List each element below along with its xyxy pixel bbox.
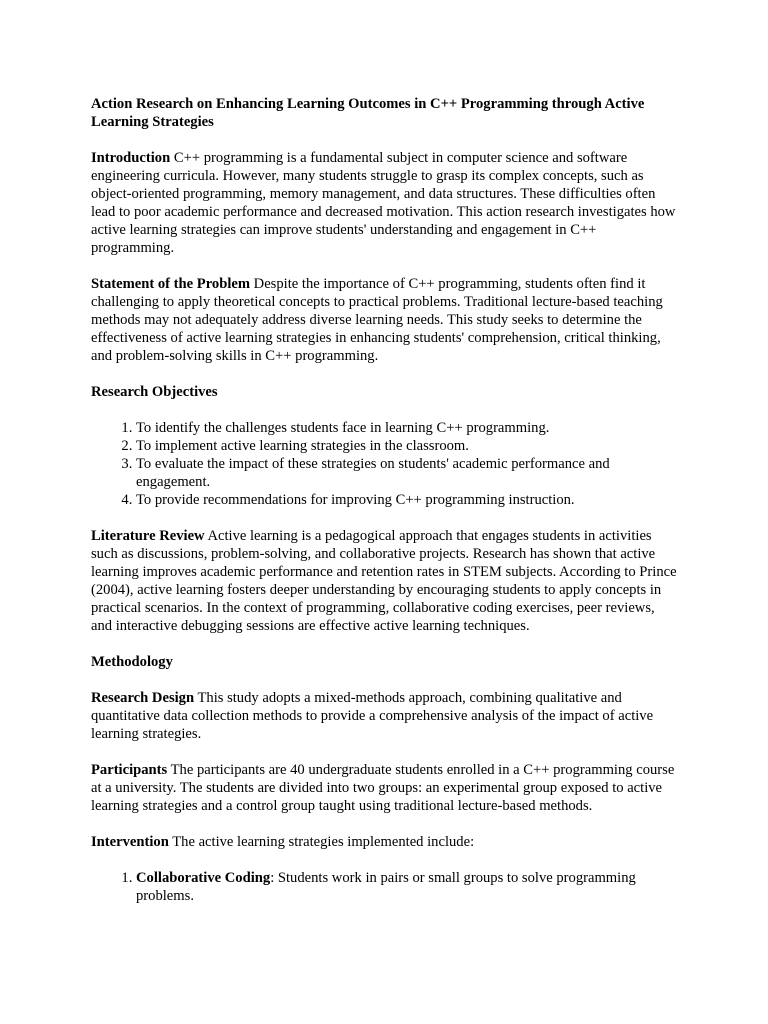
design-paragraph bbox=[91, 689, 678, 743]
objective-item: 3. To evaluate the impact of these strategies on students' academic performance and engagement. bbox=[136, 455, 678, 491]
introduction-text: C++ programming is a fundamental subject in computer science and software engineering curricula. However, many students struggle to grasp its complex concepts, such as object-oriented programming, memory management, and data structures. These difficulties often lead to poor academic performance and decreased motivation. This action research investigates how active learning strategies can improve students' understanding and engagement in C++ programming. bbox=[91, 150, 676, 256]
strategy-item bbox=[136, 869, 678, 905]
participants-label: Participants bbox=[91, 762, 168, 778]
strategy-text: : Students work in pairs or small groups to solve programming problems. bbox=[136, 870, 636, 904]
methodology-heading: Methodology bbox=[91, 654, 173, 670]
literature-paragraph bbox=[91, 527, 678, 635]
objective-item: 2. To implement active learning strategies in the classroom. bbox=[136, 437, 678, 455]
participants-text: The participants are 40 undergraduate students enrolled in a C++ programming course at a university. The students are divided into two groups: an experimental group exposed to active learning strategies and a control group taught using traditional lecture-based methods. bbox=[91, 762, 675, 814]
participants-paragraph bbox=[91, 761, 678, 815]
objectives-list bbox=[91, 419, 678, 509]
document-title: Action Research on Enhancing Learning Outcomes in C++ Programming through Active Learning Strategies bbox=[91, 96, 645, 130]
intervention-label: Intervention bbox=[91, 834, 169, 850]
introduction-paragraph bbox=[91, 149, 678, 257]
literature-label: Literature Review bbox=[91, 528, 205, 544]
objective-item: 1. To identify the challenges students face in learning C++ programming. bbox=[136, 419, 678, 437]
design-text: This study adopts a mixed-methods approach, combining qualitative and quantitative data collection methods to provide a comprehensive analysis of the impact of active learning strategies. bbox=[91, 690, 654, 742]
strategies-list bbox=[91, 869, 678, 905]
introduction-label: Introduction bbox=[91, 150, 171, 166]
problem-text: Despite the importance of C++ programming, students often find it challenging to apply theoretical concepts to practical problems. Traditional lecture-based teaching methods may not adequately address diverse learning needs. This study seeks to determine the effectiveness of active learning strategies in enhancing students' comprehension, critical thinking, and problem-solving skills in C++ programming. bbox=[91, 276, 663, 364]
strategy-label: Collaborative Coding bbox=[136, 870, 271, 886]
intervention-paragraph bbox=[91, 833, 678, 851]
objective-item: 4. To provide recommendations for improving C++ programming instruction. bbox=[136, 491, 678, 509]
intervention-text: The active learning strategies implemented include: bbox=[168, 834, 475, 850]
problem-label: Statement of the Problem bbox=[91, 276, 251, 292]
problem-paragraph bbox=[91, 275, 678, 365]
objectives-heading: Research Objectives bbox=[91, 384, 218, 400]
literature-text: Active learning is a pedagogical approach that engages students in activities such as discussions, problem-solving, and collaborative projects. Research has shown that active learning improves academic performance and retention rates in STEM subjects. According to Prince (2004), active learning fosters deeper understanding by encouraging students to apply concepts in practical scenarios. In the context of programming, collaborative coding exercises, peer reviews, and interactive debugging sessions are effective active learning techniques. bbox=[91, 528, 677, 634]
design-label: Research Design bbox=[91, 690, 195, 706]
